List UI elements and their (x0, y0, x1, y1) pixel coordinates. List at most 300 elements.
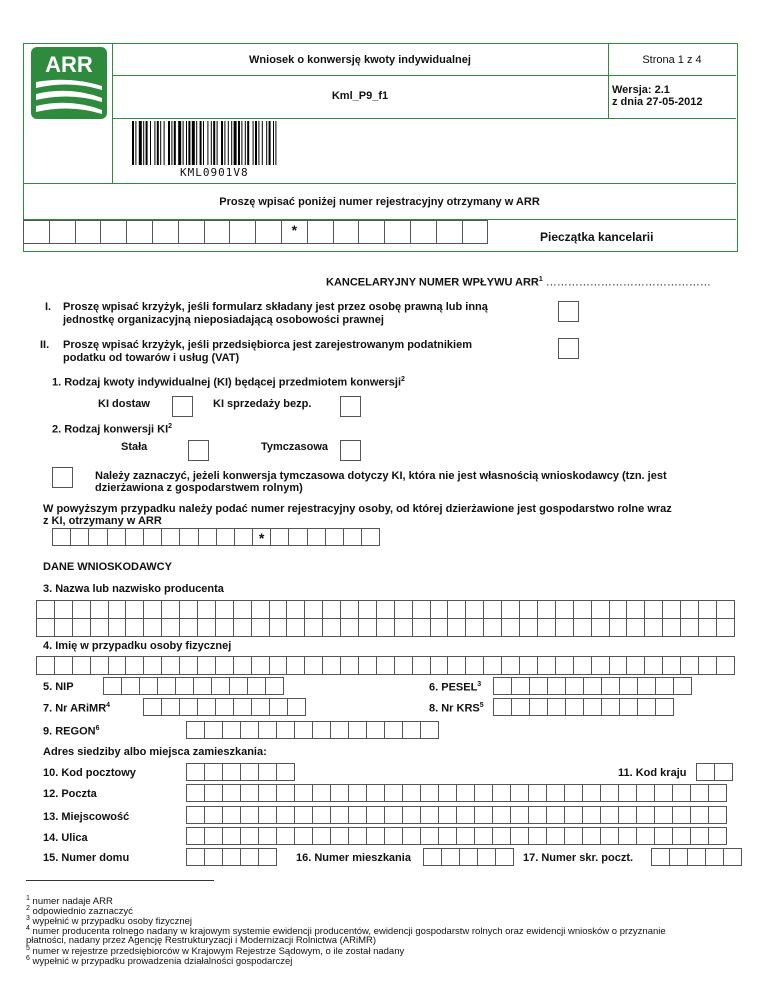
input-cell[interactable] (198, 698, 216, 716)
nip-field[interactable] (103, 677, 284, 695)
input-cell[interactable] (421, 827, 439, 845)
input-cell[interactable] (234, 618, 252, 637)
input-cell[interactable] (234, 600, 252, 619)
registration-number-field[interactable] (23, 220, 488, 244)
input-cell[interactable] (349, 784, 367, 802)
input-cell[interactable] (198, 618, 216, 637)
input-cell[interactable] (439, 784, 457, 802)
input-cell[interactable] (512, 677, 530, 695)
input-cell[interactable] (287, 618, 305, 637)
input-cell[interactable] (73, 600, 91, 619)
input-cell[interactable] (484, 600, 502, 619)
input-cell[interactable] (349, 721, 367, 739)
input-cell[interactable] (24, 220, 50, 244)
input-cell[interactable] (403, 827, 421, 845)
input-cell[interactable] (199, 528, 217, 546)
input-cell[interactable] (144, 528, 162, 546)
input-cell[interactable] (511, 806, 529, 824)
input-cell[interactable] (55, 600, 73, 619)
input-cell[interactable] (271, 528, 289, 546)
input-cell[interactable] (724, 848, 742, 866)
input-cell[interactable] (494, 698, 512, 716)
input-cell[interactable] (212, 677, 230, 695)
input-cell[interactable] (431, 618, 449, 637)
input-cell[interactable] (55, 656, 73, 675)
input-cell[interactable] (126, 618, 144, 637)
input-cell[interactable] (259, 784, 277, 802)
input-cell[interactable] (205, 220, 231, 244)
input-cell[interactable] (230, 677, 248, 695)
city-field[interactable] (186, 806, 727, 824)
input-cell[interactable] (439, 827, 457, 845)
input-cell[interactable] (126, 528, 144, 546)
input-cell[interactable] (71, 528, 89, 546)
input-cell[interactable] (574, 618, 592, 637)
input-cell[interactable] (158, 677, 176, 695)
input-cell[interactable]: * (282, 220, 308, 244)
input-cell[interactable] (538, 600, 556, 619)
input-cell[interactable] (126, 600, 144, 619)
input-cell[interactable] (194, 677, 212, 695)
input-cell[interactable] (108, 528, 126, 546)
apartment-number-field[interactable] (423, 848, 514, 866)
input-cell[interactable] (496, 848, 514, 866)
input-cell[interactable] (673, 784, 691, 802)
input-cell[interactable] (223, 763, 241, 781)
input-cell[interactable] (709, 827, 727, 845)
input-cell[interactable] (187, 721, 205, 739)
input-cell[interactable] (673, 806, 691, 824)
input-cell[interactable] (663, 656, 681, 675)
input-cell[interactable] (205, 721, 223, 739)
input-cell[interactable] (50, 220, 76, 244)
input-cell[interactable] (76, 220, 102, 244)
quota-direct-sales-checkbox[interactable] (340, 396, 361, 417)
input-cell[interactable] (109, 600, 127, 619)
input-cell[interactable] (230, 220, 256, 244)
producer-name-field-line-2[interactable] (36, 618, 735, 637)
input-cell[interactable] (252, 600, 270, 619)
legal-person-checkbox[interactable] (558, 301, 579, 322)
input-cell[interactable] (584, 677, 602, 695)
input-cell[interactable] (502, 600, 520, 619)
input-cell[interactable] (602, 698, 620, 716)
input-cell[interactable] (252, 698, 270, 716)
input-cell[interactable] (37, 656, 55, 675)
input-cell[interactable] (349, 827, 367, 845)
lessor-registration-field[interactable] (52, 528, 380, 546)
input-cell[interactable] (305, 618, 323, 637)
input-cell[interactable] (620, 677, 638, 695)
input-cell[interactable] (162, 600, 180, 619)
input-cell[interactable] (463, 220, 489, 244)
input-cell[interactable] (295, 827, 313, 845)
input-cell[interactable] (55, 618, 73, 637)
input-cell[interactable] (565, 784, 583, 802)
input-cell[interactable] (341, 618, 359, 637)
input-cell[interactable] (270, 698, 288, 716)
input-cell[interactable] (223, 721, 241, 739)
input-cell[interactable] (681, 600, 699, 619)
input-cell[interactable] (529, 784, 547, 802)
input-cell[interactable] (520, 618, 538, 637)
input-cell[interactable] (395, 600, 413, 619)
input-cell[interactable] (627, 656, 645, 675)
input-cell[interactable] (601, 784, 619, 802)
leased-quota-checkbox[interactable] (52, 467, 73, 488)
input-cell[interactable] (475, 806, 493, 824)
input-cell[interactable] (437, 220, 463, 244)
input-cell[interactable] (241, 784, 259, 802)
input-cell[interactable] (53, 528, 71, 546)
input-cell[interactable] (277, 721, 295, 739)
input-cell[interactable] (457, 806, 475, 824)
input-cell[interactable] (91, 618, 109, 637)
input-cell[interactable] (313, 784, 331, 802)
input-cell[interactable] (187, 784, 205, 802)
input-cell[interactable] (681, 656, 699, 675)
input-cell[interactable] (334, 220, 360, 244)
input-cell[interactable] (673, 827, 691, 845)
postal-code-field[interactable] (186, 763, 295, 781)
input-cell[interactable] (241, 721, 259, 739)
input-cell[interactable] (385, 784, 403, 802)
input-cell[interactable] (627, 600, 645, 619)
input-cell[interactable] (234, 656, 252, 675)
input-cell[interactable] (652, 848, 670, 866)
input-cell[interactable] (475, 827, 493, 845)
input-cell[interactable] (153, 220, 179, 244)
conversion-permanent-checkbox[interactable] (188, 440, 209, 461)
input-cell[interactable] (601, 806, 619, 824)
input-cell[interactable] (602, 677, 620, 695)
input-cell[interactable] (512, 698, 530, 716)
input-cell[interactable] (511, 827, 529, 845)
input-cell[interactable] (556, 656, 574, 675)
input-cell[interactable] (466, 618, 484, 637)
input-cell[interactable] (421, 784, 439, 802)
input-cell[interactable] (547, 784, 565, 802)
input-cell[interactable] (699, 656, 717, 675)
input-cell[interactable] (566, 677, 584, 695)
input-cell[interactable] (362, 528, 380, 546)
input-cell[interactable] (592, 618, 610, 637)
input-cell[interactable] (341, 600, 359, 619)
input-cell[interactable] (637, 784, 655, 802)
input-cell[interactable] (709, 806, 727, 824)
input-cell[interactable] (494, 677, 512, 695)
input-cell[interactable] (252, 656, 270, 675)
input-cell[interactable] (655, 806, 673, 824)
input-cell[interactable] (313, 827, 331, 845)
input-cell[interactable] (413, 618, 431, 637)
input-cell[interactable] (385, 721, 403, 739)
input-cell[interactable] (223, 848, 241, 866)
input-cell[interactable] (288, 698, 306, 716)
input-cell[interactable] (359, 220, 385, 244)
input-cell[interactable] (619, 784, 637, 802)
conversion-temporary-checkbox[interactable] (340, 440, 361, 461)
input-cell[interactable] (706, 848, 724, 866)
input-cell[interactable] (270, 600, 288, 619)
input-cell[interactable] (566, 698, 584, 716)
input-cell[interactable] (367, 806, 385, 824)
input-cell[interactable] (277, 784, 295, 802)
input-cell[interactable] (295, 806, 313, 824)
input-cell[interactable] (248, 677, 266, 695)
input-cell[interactable] (466, 656, 484, 675)
input-cell[interactable] (556, 600, 574, 619)
input-cell[interactable] (574, 656, 592, 675)
first-name-field[interactable] (36, 656, 735, 675)
input-cell[interactable] (403, 784, 421, 802)
pesel-field[interactable] (493, 677, 692, 695)
input-cell[interactable] (691, 827, 709, 845)
input-cell[interactable] (216, 600, 234, 619)
input-cell[interactable] (331, 827, 349, 845)
input-cell[interactable] (331, 784, 349, 802)
input-cell[interactable] (619, 827, 637, 845)
input-cell[interactable] (583, 784, 601, 802)
input-cell[interactable] (584, 698, 602, 716)
input-cell[interactable] (548, 677, 566, 695)
input-cell[interactable] (592, 656, 610, 675)
input-cell[interactable] (377, 618, 395, 637)
input-cell[interactable] (592, 600, 610, 619)
input-cell[interactable] (645, 656, 663, 675)
input-cell[interactable] (326, 528, 344, 546)
vat-payer-checkbox[interactable] (558, 338, 579, 359)
input-cell[interactable] (637, 806, 655, 824)
input-cell[interactable] (421, 806, 439, 824)
input-cell[interactable] (502, 618, 520, 637)
input-cell[interactable] (180, 528, 198, 546)
input-cell[interactable] (37, 618, 55, 637)
input-cell[interactable] (411, 220, 437, 244)
input-cell[interactable] (295, 721, 313, 739)
input-cell[interactable] (715, 763, 733, 781)
input-cell[interactable] (144, 618, 162, 637)
input-cell[interactable] (620, 698, 638, 716)
input-cell[interactable] (109, 618, 127, 637)
input-cell[interactable] (308, 220, 334, 244)
input-cell[interactable] (277, 806, 295, 824)
input-cell[interactable] (619, 806, 637, 824)
input-cell[interactable] (530, 677, 548, 695)
po-box-field[interactable] (651, 848, 742, 866)
input-cell[interactable] (216, 698, 234, 716)
input-cell[interactable] (385, 827, 403, 845)
input-cell[interactable] (655, 784, 673, 802)
input-cell[interactable] (216, 656, 234, 675)
input-cell[interactable] (122, 677, 140, 695)
input-cell[interactable] (144, 600, 162, 619)
input-cell[interactable] (89, 528, 107, 546)
input-cell[interactable] (457, 827, 475, 845)
input-cell[interactable] (270, 656, 288, 675)
input-cell[interactable] (323, 656, 341, 675)
street-field[interactable] (186, 827, 727, 845)
input-cell[interactable] (277, 827, 295, 845)
input-cell[interactable] (556, 618, 574, 637)
input-cell[interactable] (270, 618, 288, 637)
input-cell[interactable] (176, 677, 194, 695)
input-cell[interactable] (637, 827, 655, 845)
input-cell[interactable] (691, 784, 709, 802)
input-cell[interactable] (547, 827, 565, 845)
input-cell[interactable] (305, 656, 323, 675)
input-cell[interactable] (205, 827, 223, 845)
input-cell[interactable] (431, 600, 449, 619)
producer-name-field[interactable] (36, 600, 735, 619)
input-cell[interactable] (674, 677, 692, 695)
input-cell[interactable] (180, 656, 198, 675)
input-cell[interactable] (538, 618, 556, 637)
input-cell[interactable] (377, 600, 395, 619)
input-cell[interactable] (574, 600, 592, 619)
input-cell[interactable] (187, 827, 205, 845)
input-cell[interactable] (235, 528, 253, 546)
input-cell[interactable] (460, 848, 478, 866)
house-number-field[interactable] (186, 848, 277, 866)
input-cell[interactable] (638, 677, 656, 695)
input-cell[interactable] (538, 656, 556, 675)
input-cell[interactable] (109, 656, 127, 675)
input-cell[interactable] (349, 806, 367, 824)
input-cell[interactable] (663, 618, 681, 637)
input-cell[interactable] (205, 784, 223, 802)
input-cell[interactable] (421, 721, 439, 739)
country-code-field[interactable] (696, 763, 733, 781)
input-cell[interactable] (241, 806, 259, 824)
input-cell[interactable] (403, 721, 421, 739)
input-cell[interactable] (717, 656, 735, 675)
input-cell[interactable] (424, 848, 442, 866)
input-cell[interactable] (431, 656, 449, 675)
input-cell[interactable] (187, 806, 205, 824)
input-cell[interactable] (223, 827, 241, 845)
input-cell[interactable] (259, 827, 277, 845)
input-cell[interactable] (547, 806, 565, 824)
input-cell[interactable] (466, 600, 484, 619)
input-cell[interactable] (529, 806, 547, 824)
input-cell[interactable] (259, 721, 277, 739)
input-cell[interactable] (610, 656, 628, 675)
input-cell[interactable] (583, 806, 601, 824)
input-cell[interactable] (180, 600, 198, 619)
input-cell[interactable] (241, 827, 259, 845)
input-cell[interactable] (442, 848, 460, 866)
input-cell[interactable] (385, 806, 403, 824)
input-cell[interactable] (448, 600, 466, 619)
input-cell[interactable] (266, 677, 284, 695)
input-cell[interactable] (530, 698, 548, 716)
input-cell[interactable] (313, 806, 331, 824)
input-cell[interactable] (645, 600, 663, 619)
post-office-field[interactable] (186, 784, 727, 802)
input-cell[interactable] (259, 848, 277, 866)
input-cell[interactable] (323, 600, 341, 619)
input-cell[interactable] (241, 848, 259, 866)
input-cell[interactable] (502, 656, 520, 675)
input-cell[interactable] (73, 656, 91, 675)
input-cell[interactable] (395, 656, 413, 675)
input-cell[interactable] (403, 806, 421, 824)
input-cell[interactable] (205, 763, 223, 781)
input-cell[interactable] (259, 763, 277, 781)
input-cell[interactable] (187, 763, 205, 781)
input-cell[interactable] (493, 806, 511, 824)
input-cell[interactable] (699, 600, 717, 619)
input-cell[interactable] (529, 827, 547, 845)
input-cell[interactable] (367, 827, 385, 845)
input-cell[interactable] (681, 618, 699, 637)
input-cell[interactable] (511, 784, 529, 802)
input-cell[interactable] (127, 220, 153, 244)
input-cell[interactable] (180, 698, 198, 716)
input-cell[interactable] (341, 656, 359, 675)
input-cell[interactable] (305, 600, 323, 619)
input-cell[interactable] (359, 656, 377, 675)
input-cell[interactable] (484, 618, 502, 637)
input-cell[interactable] (493, 827, 511, 845)
input-cell[interactable] (162, 528, 180, 546)
input-cell[interactable] (73, 618, 91, 637)
input-cell[interactable] (180, 618, 198, 637)
input-cell[interactable] (331, 806, 349, 824)
arimr-field[interactable] (143, 698, 306, 716)
input-cell[interactable] (475, 784, 493, 802)
input-cell[interactable] (126, 656, 144, 675)
input-cell[interactable] (377, 656, 395, 675)
input-cell[interactable] (287, 600, 305, 619)
input-cell[interactable] (323, 618, 341, 637)
input-cell[interactable] (645, 618, 663, 637)
input-cell[interactable] (359, 600, 377, 619)
input-cell[interactable] (259, 806, 277, 824)
input-cell[interactable] (395, 618, 413, 637)
input-cell[interactable] (344, 528, 362, 546)
input-cell[interactable] (331, 721, 349, 739)
input-cell[interactable] (216, 618, 234, 637)
input-cell[interactable] (478, 848, 496, 866)
input-cell[interactable] (520, 656, 538, 675)
input-cell[interactable] (548, 698, 566, 716)
input-cell[interactable] (688, 848, 706, 866)
quota-delivery-checkbox[interactable] (172, 396, 193, 417)
input-cell[interactable] (91, 656, 109, 675)
input-cell[interactable] (493, 784, 511, 802)
input-cell[interactable] (717, 600, 735, 619)
input-cell[interactable] (198, 600, 216, 619)
input-cell[interactable] (256, 220, 282, 244)
input-cell[interactable] (610, 618, 628, 637)
input-cell[interactable] (252, 618, 270, 637)
input-cell[interactable] (709, 784, 727, 802)
input-cell[interactable] (187, 848, 205, 866)
input-cell[interactable] (565, 827, 583, 845)
input-cell[interactable] (217, 528, 235, 546)
input-cell[interactable] (367, 784, 385, 802)
input-cell[interactable] (91, 600, 109, 619)
input-cell[interactable] (717, 618, 735, 637)
input-cell[interactable] (223, 806, 241, 824)
input-cell[interactable] (37, 600, 55, 619)
input-cell[interactable] (448, 618, 466, 637)
input-cell[interactable] (234, 698, 252, 716)
input-cell[interactable] (656, 698, 674, 716)
regon-field[interactable] (186, 721, 439, 739)
